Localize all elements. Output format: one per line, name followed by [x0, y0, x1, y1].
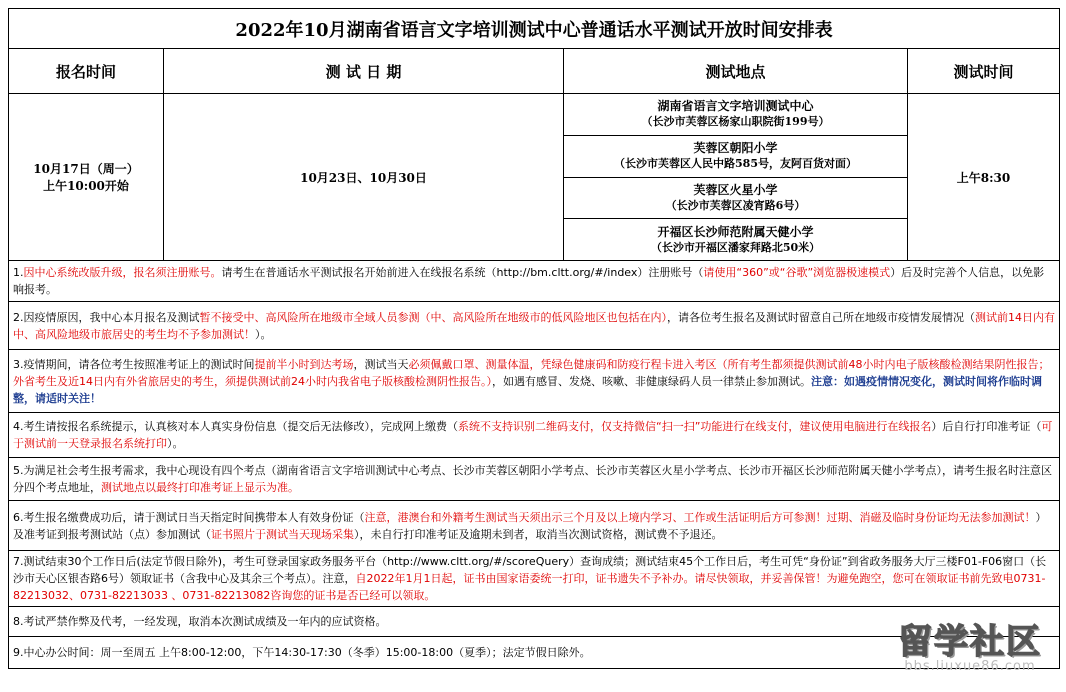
- note-text: 5.为满足社会考生报考需求，我中心现设有四个考点（湖南省语言文字培训测试中心考点、长沙市芙蓉区朝阳小学考点、长沙市芙蓉区火星小学考点、长沙市开福区长沙师范附属天健小学考点），请考生报名时注意区分四个考点地址，: [13, 464, 1052, 494]
- note-highlight: 必须佩戴口罩、测量体温，凭绿色健康码和防疫行程卡进入考区（所有考生都须提供测试前48小时内电子版核酸检测结果阴性报告；外省考生及近14日内有外省旅居史的考生，须提供测试前24小时内我省电子版核酸检测阴性报告。）: [13, 357, 1050, 388]
- locations-cell: [564, 94, 908, 260]
- test-time-cell: 上午8:30: [956, 170, 1011, 185]
- location-item: [564, 219, 907, 260]
- note-3: [9, 350, 1059, 413]
- location-item: [564, 178, 907, 220]
- note-text: 2.因疫情原因，我中心本月报名及测试: [13, 310, 200, 324]
- note-4: [9, 413, 1059, 458]
- watermark-main: 留学社区: [898, 622, 1042, 662]
- note-highlight: 测试前14日内有中、高风险地级市旅居史的考生均不予参加测试！: [13, 310, 1055, 341]
- test-dates-cell: 10月23日、10月30日: [164, 94, 564, 260]
- note-1: [9, 261, 1059, 302]
- note-5: [9, 458, 1059, 501]
- note-2: [9, 302, 1059, 350]
- header-test-time: 测试时间: [953, 62, 1014, 81]
- note-highlight: 提前半小时到达考场: [254, 357, 354, 371]
- note-highlight: 自2022年1月1日起，证书由国家语委统一打印，证书遗失不予补办。请尽快领取，并妥善保管！为避免跑空，您可在领取证书前先致电0731-82213032、0731-82213033 、0731-82213082咨询您的证书是否已经可以领取。: [13, 572, 1046, 602]
- note-7: [9, 551, 1059, 607]
- location-name: 开福区长沙师范附属天健小学: [657, 224, 814, 239]
- reg-time-cell: [9, 94, 164, 260]
- note-text: 6.考生报名缴费成功后，请于测试日当天指定时间携带本人有效身份证（: [13, 510, 365, 524]
- location-name: 芙蓉区朝阳小学: [693, 141, 778, 156]
- note-highlight: 请使用“360”或“谷歌”浏览器极速模式: [703, 266, 891, 279]
- note-text: 4.考生请按报名系统提示，认真核对本人真实身份信息（提交后无法修改），完成网上缴费（: [13, 420, 458, 433]
- note-text: 3.疫情期间，请各位考生按照准考证上的测试时间: [13, 357, 255, 371]
- note-text: 9.中心办公时间：周一至周五 上午8:00-12:00，下午14:30-17:30（冬季）15:00-18:00（夏季）；法定节假日除外。: [13, 646, 591, 659]
- location-address: （长沙市芙蓉区杨家山职院街199号）: [641, 115, 830, 129]
- header-reg-time: 报名时间: [9, 49, 164, 93]
- header-test-date: 测 试 日 期: [164, 49, 564, 93]
- location-address: （长沙市芙蓉区凌宵路6号）: [665, 198, 806, 212]
- note-text: ），未自行打印准考证及逾期未到者，取消当次测试资格，测试费不予退还。: [354, 527, 723, 541]
- note-6: [9, 501, 1059, 551]
- note-text: 1.: [13, 266, 24, 279]
- watermark-logo: [898, 614, 1042, 674]
- header-test-location: 测试地点: [564, 49, 908, 93]
- page-title: 2022年10月湖南省语言文字培训测试中心普通话水平测试开放时间安排表: [9, 9, 1059, 49]
- schedule-row: [9, 94, 1059, 261]
- note-text: ）。: [255, 327, 272, 341]
- note-text: 7.测试结束30个工作日后(法定节假日除外)，考生可登录国家政务服务平台（http://www.cltt.org/#/scoreQuery）查询成绩；测试结束45个工作日后，考生可凭“身份证”到省政务服务大厅三楼F01-F06窗口（长沙市天心区银杏路6号）领取证书（含我中心及其余三个考点）。注意，: [13, 555, 1047, 585]
- watermark-url: bbs.liuxue86.com: [904, 659, 1036, 674]
- note-highlight: 测试地点以最终打印准考证上显示为准。: [101, 481, 299, 494]
- note-highlight: 可于测试前一天登录报名系统打印: [13, 420, 1053, 450]
- note-emphasis: 注意：如遇疫情情况变化，测试时间将作临时调整，请适时关注！: [13, 374, 1042, 405]
- location-name: 芙蓉区火星小学: [693, 182, 778, 197]
- note-highlight: 暂不接受中、高风险所在地级市全域人员参测（中、高风险所在地级市的低风险地区也包括在内）: [199, 310, 667, 324]
- note-text: 8.考试严禁作弊及代考，一经发现，取消本次测试成绩及一年内的应试资格。: [13, 615, 387, 628]
- location-item: [564, 136, 907, 178]
- note-text: ，如遇有感冒、发烧、咳嗽、非健康绿码人员一律禁止参加测试。: [492, 374, 811, 388]
- note-text: ）及准考证到报考测试站（点）参加测试（: [13, 510, 1047, 541]
- reg-time-line2: 上午10:00开始: [43, 179, 129, 193]
- note-text: 请考生在普通话水平测试报名开始前进入在线报名系统（http://bm.cltt.org/#/index）注册账号（: [221, 266, 704, 279]
- note-text: ，测试当天: [353, 357, 409, 371]
- location-item: [564, 94, 907, 136]
- note-text: ）后自行打印准考证（: [931, 420, 1042, 433]
- note-highlight: 证书照片于测试当天现场采集: [211, 527, 354, 541]
- reg-time-line1: 10月17日（周一）: [33, 162, 139, 176]
- location-address: （长沙市开福区潘家拜路北50米）: [650, 240, 821, 254]
- location-name: 湖南省语言文字培训测试中心: [657, 99, 814, 114]
- note-highlight: 注意，港澳台和外籍考生测试当天须出示三个月及以上境内学习、工作或生活证明后方可参测！过期、消磁及临时身份证均无法参加测试！: [364, 510, 1036, 524]
- schedule-table: [8, 8, 1060, 669]
- table-header-row: [9, 49, 1059, 94]
- note-highlight: 系统不支持识别二维码支付，仅支持微信“扫一扫”功能进行在线支付，建议使用电脑进行在线报名: [458, 420, 932, 433]
- note-text: ，请各位考生报名及测试时留意自己所在地级市疫情发展情况（: [667, 310, 975, 324]
- note-text: ）。: [167, 437, 184, 450]
- note-highlight: 因中心系统改版升级，报名须注册账号。: [23, 266, 222, 279]
- note-text: ）后及时完善个人信息，以免影响报考。: [13, 266, 1045, 296]
- location-address: （长沙市芙蓉区人民中路585号，友阿百货对面）: [614, 157, 857, 171]
